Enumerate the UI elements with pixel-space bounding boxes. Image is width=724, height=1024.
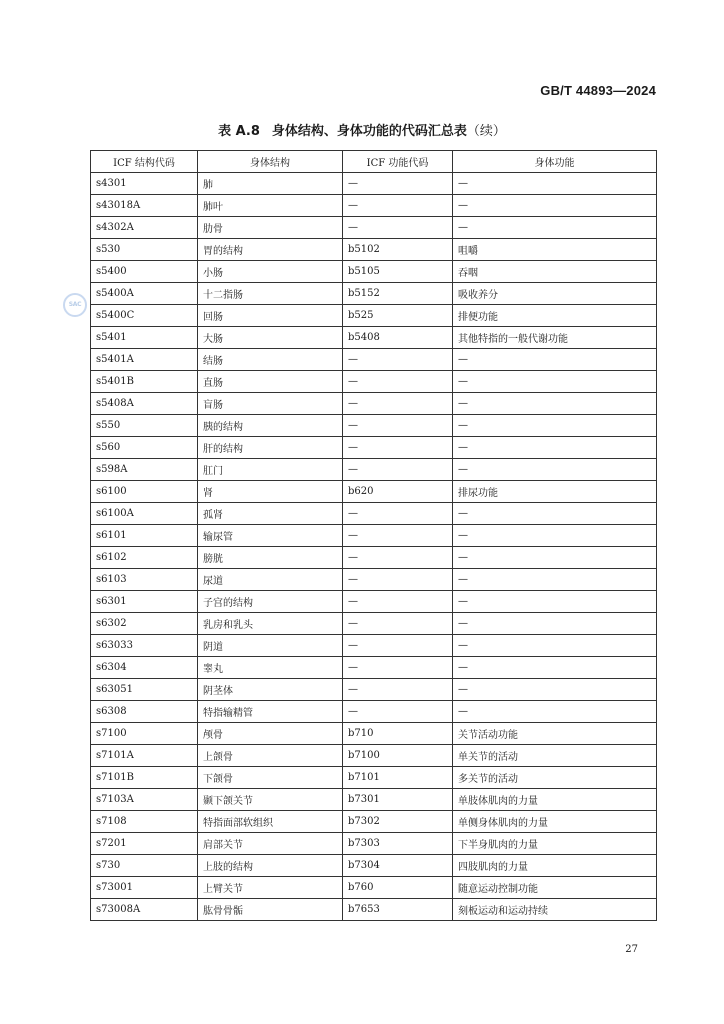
structure-code-cell: s7108 [91, 811, 198, 833]
structure-code-cell: s6100A [91, 503, 198, 525]
function-name-cell: 刻板运动和运动持续 [453, 899, 657, 921]
column-header: 身体功能 [453, 151, 657, 173]
function-code-cell: — [343, 591, 453, 613]
table-continued-note: （续） [466, 124, 506, 139]
function-name-cell: — [453, 393, 657, 415]
structure-code-cell: s6308 [91, 701, 198, 723]
function-name-cell: 单关节的活动 [453, 745, 657, 767]
table-row [91, 635, 657, 657]
function-code-cell: — [343, 569, 453, 591]
function-name-cell: 吞咽 [453, 261, 657, 283]
function-name-cell: 排便功能 [453, 305, 657, 327]
function-name-cell: — [453, 437, 657, 459]
structure-name-cell: 肱骨骨骺 [198, 899, 343, 921]
table-row [91, 437, 657, 459]
structure-name-cell: 输尿管 [198, 525, 343, 547]
structure-code-cell: s6304 [91, 657, 198, 679]
structure-name-cell: 乳房和乳头 [198, 613, 343, 635]
function-code-cell: b5105 [343, 261, 453, 283]
structure-code-cell: s7103A [91, 789, 198, 811]
function-name-cell: — [453, 415, 657, 437]
structure-name-cell: 肋骨 [198, 217, 343, 239]
function-code-cell: b5408 [343, 327, 453, 349]
structure-name-cell: 孤肾 [198, 503, 343, 525]
structure-name-cell: 胰的结构 [198, 415, 343, 437]
function-name-cell: 四肢肌肉的力量 [453, 855, 657, 877]
structure-code-cell: s5400C [91, 305, 198, 327]
function-code-cell: — [343, 679, 453, 701]
function-code-cell: b7653 [343, 899, 453, 921]
table-row [91, 701, 657, 723]
structure-code-cell: s43018A [91, 195, 198, 217]
table-row [91, 327, 657, 349]
structure-name-cell: 小肠 [198, 261, 343, 283]
function-code-cell: b760 [343, 877, 453, 899]
function-name-cell: — [453, 503, 657, 525]
structure-name-cell: 结肠 [198, 349, 343, 371]
function-name-cell: — [453, 613, 657, 635]
function-name-cell: — [453, 591, 657, 613]
function-code-cell: — [343, 437, 453, 459]
structure-code-cell: s5408A [91, 393, 198, 415]
function-code-cell: — [343, 613, 453, 635]
structure-name-cell: 肺 [198, 173, 343, 195]
structure-code-cell: s7100 [91, 723, 198, 745]
structure-name-cell: 阴茎体 [198, 679, 343, 701]
structure-code-cell: s598A [91, 459, 198, 481]
table-body [91, 173, 657, 921]
structure-code-cell: s730 [91, 855, 198, 877]
structure-name-cell: 直肠 [198, 371, 343, 393]
function-name-cell: 排尿功能 [453, 481, 657, 503]
function-name-cell: 咀嚼 [453, 239, 657, 261]
table-row [91, 371, 657, 393]
structure-name-cell: 肩部关节 [198, 833, 343, 855]
function-code-cell: b7304 [343, 855, 453, 877]
structure-code-cell: s550 [91, 415, 198, 437]
function-name-cell: — [453, 173, 657, 195]
structure-name-cell: 颞下颌关节 [198, 789, 343, 811]
table-header-row [91, 151, 657, 173]
table-row [91, 745, 657, 767]
function-code-cell: — [343, 459, 453, 481]
structure-name-cell: 大肠 [198, 327, 343, 349]
function-name-cell: 单侧身体肌肉的力量 [453, 811, 657, 833]
structure-name-cell: 特指面部软组织 [198, 811, 343, 833]
table-row [91, 899, 657, 921]
structure-name-cell: 肛门 [198, 459, 343, 481]
function-name-cell: — [453, 635, 657, 657]
function-code-cell: — [343, 525, 453, 547]
structure-name-cell: 十二指肠 [198, 283, 343, 305]
standard-number: GB/T 44893—2024 [540, 83, 656, 98]
function-code-cell: b525 [343, 305, 453, 327]
function-code-cell: — [343, 701, 453, 723]
function-name-cell: — [453, 679, 657, 701]
function-name-cell: — [453, 701, 657, 723]
structure-code-cell: s63033 [91, 635, 198, 657]
structure-code-cell: s5400 [91, 261, 198, 283]
structure-code-cell: s5401B [91, 371, 198, 393]
structure-name-cell: 下颌骨 [198, 767, 343, 789]
structure-code-cell: s4302A [91, 217, 198, 239]
structure-code-cell: s6301 [91, 591, 198, 613]
page-number: 27 [625, 944, 638, 955]
table-row [91, 789, 657, 811]
structure-name-cell: 肺叶 [198, 195, 343, 217]
table-row [91, 833, 657, 855]
table-row [91, 195, 657, 217]
table-row [91, 591, 657, 613]
structure-code-cell: s7101A [91, 745, 198, 767]
structure-name-cell: 上臂关节 [198, 877, 343, 899]
function-name-cell: — [453, 459, 657, 481]
structure-name-cell: 特指输精管 [198, 701, 343, 723]
table-row [91, 415, 657, 437]
table-row [91, 305, 657, 327]
table-row [91, 525, 657, 547]
function-name-cell: 下半身肌肉的力量 [453, 833, 657, 855]
function-name-cell: 关节活动功能 [453, 723, 657, 745]
table-row [91, 569, 657, 591]
function-name-cell: — [453, 371, 657, 393]
table-row [91, 481, 657, 503]
structure-name-cell: 尿道 [198, 569, 343, 591]
table-row [91, 349, 657, 371]
column-header: 身体结构 [198, 151, 343, 173]
function-code-cell: — [343, 371, 453, 393]
structure-name-cell: 胃的结构 [198, 239, 343, 261]
function-code-cell: b7101 [343, 767, 453, 789]
column-header: ICF 结构代码 [91, 151, 198, 173]
table-title: 身体结构、身体功能的代码汇总表 [271, 124, 467, 139]
function-name-cell: 单肢体肌肉的力量 [453, 789, 657, 811]
code-summary-table [90, 150, 657, 921]
structure-name-cell: 回肠 [198, 305, 343, 327]
table-row [91, 283, 657, 305]
structure-code-cell: s6302 [91, 613, 198, 635]
structure-code-cell: s73008A [91, 899, 198, 921]
function-code-cell: b710 [343, 723, 453, 745]
table-row [91, 767, 657, 789]
function-code-cell: b620 [343, 481, 453, 503]
structure-code-cell: s63051 [91, 679, 198, 701]
structure-code-cell: s6103 [91, 569, 198, 591]
function-code-cell: — [343, 503, 453, 525]
structure-code-cell: s6102 [91, 547, 198, 569]
function-name-cell: — [453, 657, 657, 679]
table-row [91, 877, 657, 899]
structure-code-cell: s73001 [91, 877, 198, 899]
function-code-cell: b7303 [343, 833, 453, 855]
structure-name-cell: 肝的结构 [198, 437, 343, 459]
structure-code-cell: s6100 [91, 481, 198, 503]
table-row [91, 613, 657, 635]
function-code-cell: b7100 [343, 745, 453, 767]
function-code-cell: b5152 [343, 283, 453, 305]
structure-code-cell: s5400A [91, 283, 198, 305]
structure-code-cell: s6101 [91, 525, 198, 547]
structure-name-cell: 子宫的结构 [198, 591, 343, 613]
table-row [91, 547, 657, 569]
structure-name-cell: 上肢的结构 [198, 855, 343, 877]
table-row [91, 459, 657, 481]
table-row [91, 393, 657, 415]
function-name-cell: — [453, 525, 657, 547]
table-caption [0, 120, 724, 139]
function-code-cell: — [343, 547, 453, 569]
function-code-cell: — [343, 415, 453, 437]
function-code-cell: b7302 [343, 811, 453, 833]
table-row [91, 855, 657, 877]
function-code-cell: b7301 [343, 789, 453, 811]
table-row [91, 173, 657, 195]
structure-name-cell: 盲肠 [198, 393, 343, 415]
table-label: 表 A.8 [218, 124, 260, 139]
table-row [91, 239, 657, 261]
function-name-cell: — [453, 547, 657, 569]
structure-code-cell: s7101B [91, 767, 198, 789]
structure-code-cell: s5401A [91, 349, 198, 371]
function-name-cell: — [453, 569, 657, 591]
function-code-cell: — [343, 635, 453, 657]
structure-name-cell: 颅骨 [198, 723, 343, 745]
function-code-cell: b5102 [343, 239, 453, 261]
structure-code-cell: s7201 [91, 833, 198, 855]
function-name-cell: — [453, 349, 657, 371]
function-code-cell: — [343, 173, 453, 195]
function-name-cell: 多关节的活动 [453, 767, 657, 789]
function-code-cell: — [343, 657, 453, 679]
function-code-cell: — [343, 217, 453, 239]
table-row [91, 217, 657, 239]
structure-name-cell: 膀胱 [198, 547, 343, 569]
table-row [91, 657, 657, 679]
table-row [91, 679, 657, 701]
sac-watermark-stamp: SAC [63, 293, 87, 317]
function-name-cell: 其他特指的一般代谢功能 [453, 327, 657, 349]
table-row [91, 503, 657, 525]
table-row [91, 811, 657, 833]
structure-name-cell: 肾 [198, 481, 343, 503]
structure-name-cell: 睾丸 [198, 657, 343, 679]
structure-name-cell: 阴道 [198, 635, 343, 657]
function-code-cell: — [343, 393, 453, 415]
structure-code-cell: s560 [91, 437, 198, 459]
function-name-cell: — [453, 195, 657, 217]
function-name-cell: 吸收养分 [453, 283, 657, 305]
structure-name-cell: 上颌骨 [198, 745, 343, 767]
structure-code-cell: s530 [91, 239, 198, 261]
column-header: ICF 功能代码 [343, 151, 453, 173]
table-row [91, 261, 657, 283]
function-name-cell: — [453, 217, 657, 239]
structure-code-cell: s5401 [91, 327, 198, 349]
function-name-cell: 随意运动控制功能 [453, 877, 657, 899]
function-code-cell: — [343, 195, 453, 217]
table-row [91, 723, 657, 745]
structure-code-cell: s4301 [91, 173, 198, 195]
function-code-cell: — [343, 349, 453, 371]
